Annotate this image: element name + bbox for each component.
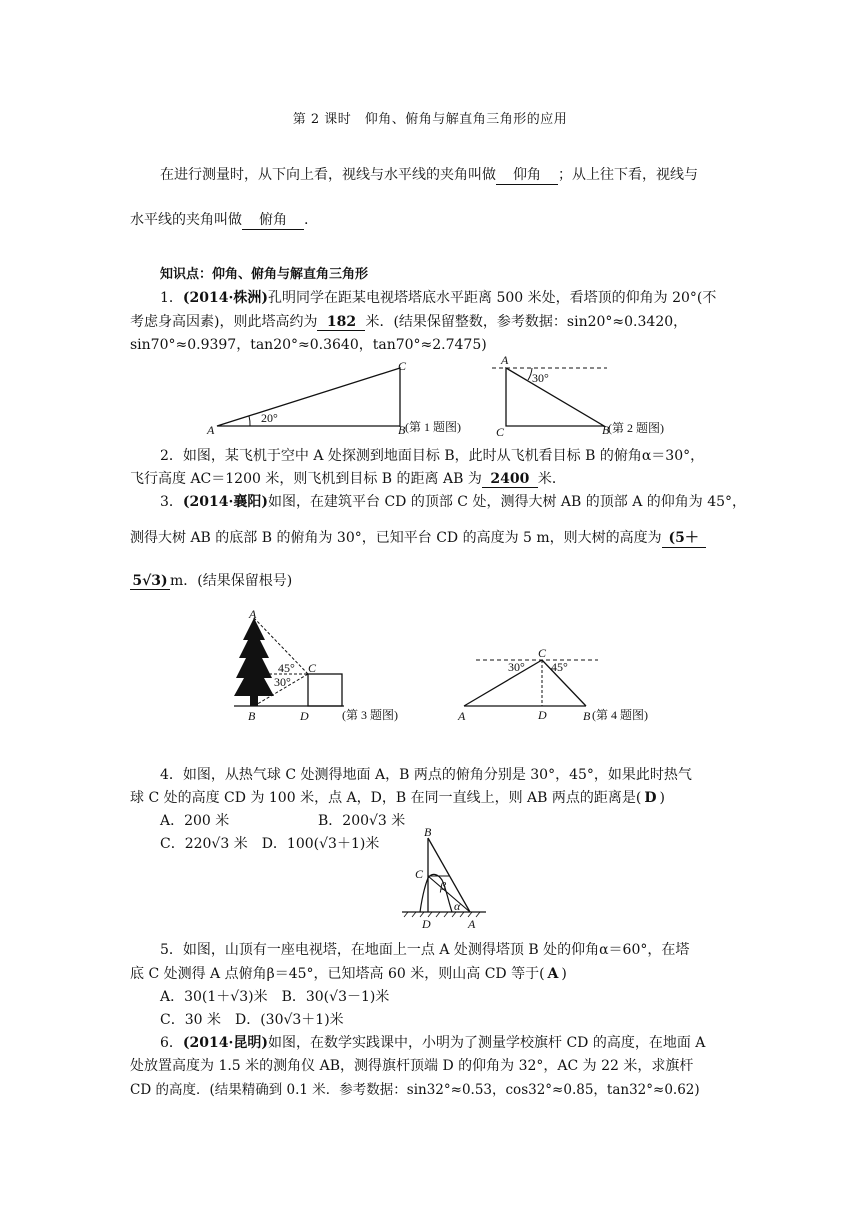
section-heading: 知识点：仰角、俯角与解直角三角形 [160, 267, 369, 282]
options-ab: A．30(1＋√3)米 B．30(√3－1)米 [160, 989, 390, 1005]
question-text: 米．(结果保留整数，参考数据：sin20°≈0.3420， [365, 314, 688, 330]
question-source: (2014·株洲) [182, 290, 269, 306]
triangle-abc [506, 368, 604, 426]
question-1-line-3: sin70°≈0.9397，tan20°≈0.3640，tan70°≈2.7475) [130, 337, 487, 353]
point-label: B [248, 709, 256, 723]
question-3-line-1 [160, 491, 746, 511]
question-6-line-1 [160, 1032, 705, 1052]
question-number: 6． [160, 1035, 183, 1051]
question-text: 孔明同学在距某电视塔塔底水平距离 500 米处，看塔顶的仰角为 20°(不 [268, 290, 717, 306]
figure-1 [205, 360, 465, 440]
page-title: 第 2 课时 仰角、俯角与解直角三角形的应用 [292, 112, 568, 127]
intro-text: . [304, 212, 309, 228]
intro-text: ；从上往下看，视线与 [558, 167, 698, 183]
question-text: 飞行高度 AC＝1200 米，则飞机到目标 B 的距离 AB 为 [130, 471, 482, 487]
angle-label: α [454, 899, 461, 913]
point-label: C [415, 867, 424, 881]
point-label: C [496, 425, 505, 439]
answer-blank: (5＋ [662, 527, 706, 548]
angle-label: 45° [551, 660, 568, 674]
question-6-line-3: CD 的高度．(结果精确到 0.1 米．参考数据：sin32°≈0.53，cos32°≈0.85，tan32°≈0.62) [130, 1082, 700, 1098]
question-source: (2014·昆明) [182, 1035, 269, 1051]
question-text: 测得大树 AB 的底部 B 的俯角为 30°，已知平台 CD 的高度为 5 m，则大树的高度为 [130, 530, 662, 546]
question-number: 3． [160, 494, 183, 510]
platform-rect [308, 674, 342, 706]
point-label: B [424, 825, 432, 839]
intro-text: 水平线的夹角叫做 [130, 212, 242, 228]
figure-caption: (第 1 题图) [405, 420, 461, 434]
figure-5 [402, 825, 502, 933]
option-a: A．200 米 [160, 813, 230, 829]
point-label: C [308, 661, 317, 675]
question-text: 球 C 处的高度 CD 为 100 米，点 A，D，B 在同一直线上，则 AB 两点的距离是( [130, 790, 642, 806]
question-5-line-2 [130, 963, 567, 983]
options-cd: C．30 米 D．(30√3＋1)米 [160, 1012, 344, 1028]
answer-blank: 182 [317, 314, 365, 331]
question-text: 米． [537, 471, 566, 487]
angle-label: 45° [278, 661, 295, 675]
answer-choice: D [644, 790, 657, 806]
figure-caption: (第 2 题图) [608, 421, 664, 435]
question-number: 2． [160, 448, 183, 464]
mountain-shape [420, 874, 452, 912]
answer-blank: 俯角 [242, 209, 304, 230]
angle-label: 30° [532, 371, 549, 385]
triangle-abc [217, 368, 400, 426]
answer-blank: 仰角 [496, 164, 558, 185]
angle-arc [249, 416, 250, 426]
answer-blank: 5√3) [130, 573, 170, 590]
question-text: ) [561, 966, 567, 982]
point-label: A [501, 353, 509, 367]
question-text: 底 C 处测得 A 点俯角β＝45°，已知塔高 60 米，则山高 CD 等于( [130, 966, 545, 982]
question-source: (2014·襄阳) [182, 494, 269, 510]
question-text: 如图，某飞机于空中 A 处探测到地面目标 B，此时从飞机看目标 B 的俯角α＝30°， [182, 448, 705, 464]
line-ca [428, 876, 470, 912]
question-text: ) [659, 790, 665, 806]
figure-caption: (第 4 题图) [592, 708, 648, 722]
point-label: C [538, 646, 547, 660]
question-text: 考虑身高因素)，则此塔高约为 [130, 314, 318, 330]
answer-choice: A [547, 966, 559, 982]
answer-blank: 2400 [482, 471, 538, 488]
question-1-line-2 [130, 311, 687, 331]
intro-text: 在进行测量时，从下向上看，视线与水平线的夹角叫做 [160, 167, 496, 183]
question-1-line-1 [160, 287, 716, 307]
angle-label: 20° [261, 411, 278, 425]
angle-label: 30° [508, 660, 525, 674]
question-text: 如图，在建筑平台 CD 的顶部 C 处，测得大树 AB 的顶部 A 的仰角为 45°， [268, 494, 747, 510]
angle-label: 30° [274, 675, 291, 689]
figure-caption: (第 3 题图) [342, 708, 398, 722]
point-label: C [398, 359, 407, 373]
point-label: D [300, 709, 309, 723]
line-ca [464, 660, 542, 706]
figure-4 [458, 646, 698, 726]
point-label: A [468, 917, 476, 931]
point-label: B [602, 423, 610, 437]
intro-line-1 [160, 164, 698, 185]
point-label: D [422, 917, 431, 931]
figure-2 [492, 353, 722, 439]
question-3-line-3 [130, 570, 292, 590]
question-3-line-2 [130, 527, 706, 548]
point-label: B [583, 709, 591, 723]
question-2-line-1 [160, 445, 704, 465]
question-4-line-2 [130, 787, 665, 807]
question-5-line-1: 5．如图，山顶有一座电视塔，在地面上一点 A 处测得塔顶 B 处的仰角α＝60°，在塔 [160, 942, 690, 958]
intro-line-2 [130, 209, 308, 230]
question-6-line-2: 处放置高度为 1.5 米的测角仪 AB，测得旗杆顶端 D 的仰角为 32°，AC 为 22 米，求旗杆 [130, 1058, 694, 1074]
question-text: 如图，在数学实践课中，小明为了测量学校旗杆 CD 的高度，在地面 A [268, 1035, 706, 1051]
point-label: D [538, 708, 547, 722]
angle-label: β [440, 879, 446, 893]
question-2-line-2 [130, 468, 566, 488]
point-label: A [207, 423, 215, 437]
question-4-line-1: 4．如图，从热气球 C 处测得地面 A，B 两点的俯角分别是 30°，45°，如果此时热气 [160, 767, 692, 783]
question-text: m．(结果保留根号) [170, 573, 293, 589]
point-label: A [249, 607, 257, 621]
point-label: A [458, 709, 466, 723]
point-label: B [398, 423, 406, 437]
figure-3 [234, 608, 464, 723]
question-number: 1． [160, 290, 183, 306]
option-b: B．200√3 米 [318, 813, 406, 829]
options-cd: C．220√3 米 D．100(√3＋1)米 [160, 836, 380, 852]
